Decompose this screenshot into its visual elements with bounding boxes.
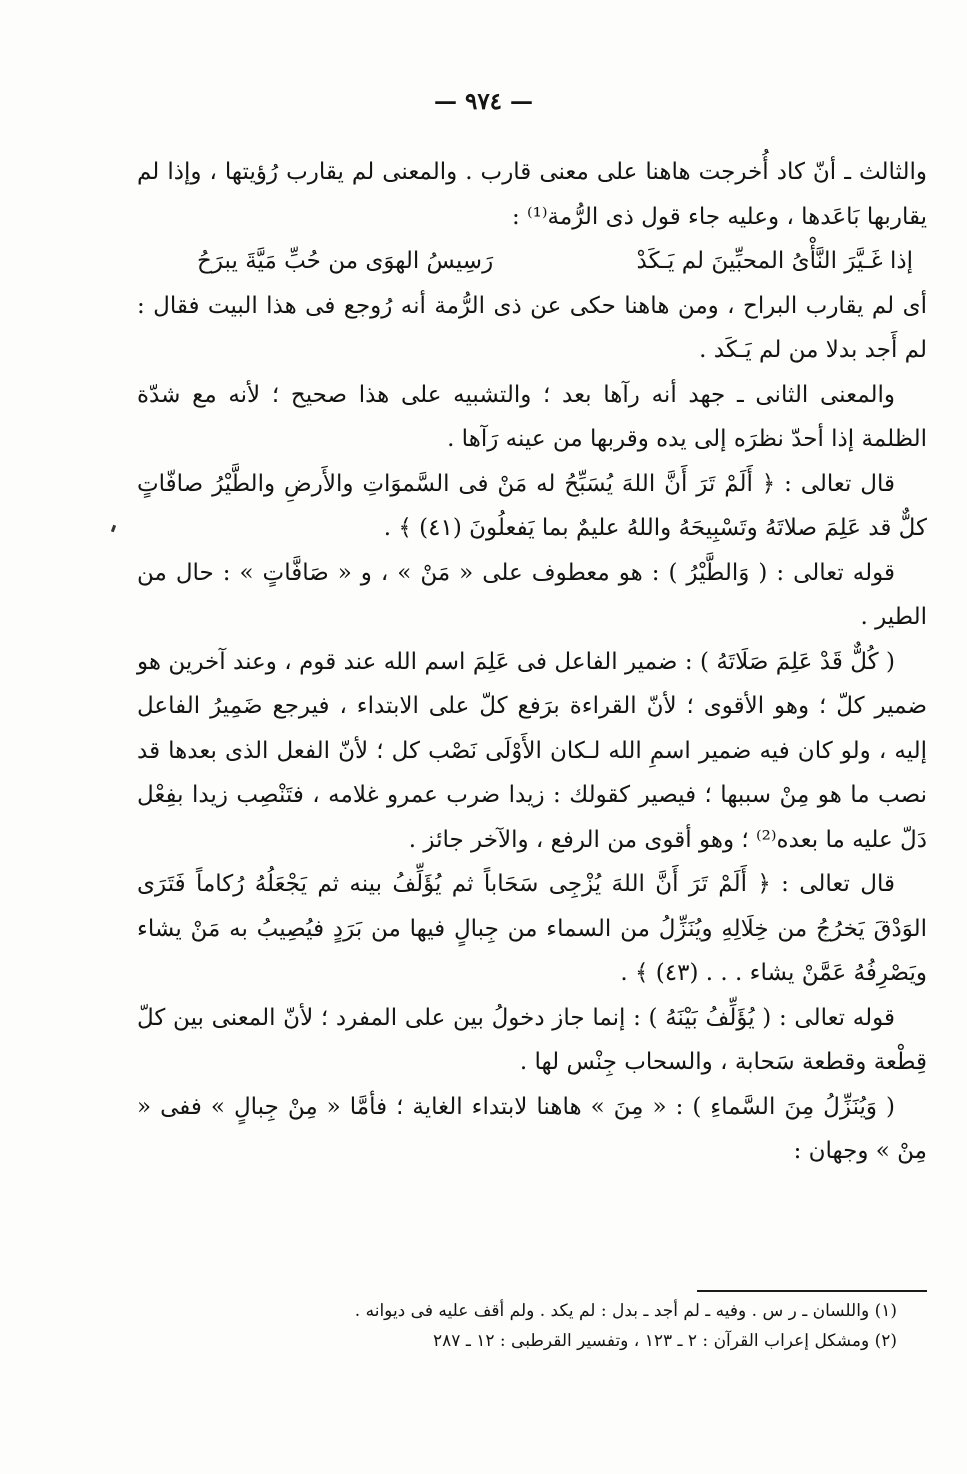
verse-second-hemistich: رَسِيسُ الهوَى من حُبِّ مَيَّةَ يبرَحُ [197, 248, 494, 274]
paragraph-third-meaning: والثالث ـ أنّ كاد أُخرجت هاهنا على معنى قارب . والمعنى لم يقارب رُؤيتها ، وإذا لم يقاربها بَاعَدها ، وعليه جاء قول ذى الرُّمة⁽¹⁾ : [137, 159, 927, 230]
poetry-verse [137, 239, 927, 284]
page-number: — ٩٧٤ — [433, 88, 534, 115]
paragraph-verse-explanation: أى لم يقارب البراح ، ومن هاهنا حكى عن ذى الرُّمة أنه رُوجع فى هذا البيت فقال : لم أَجد بدلا من لم يَـكَد . [137, 292, 927, 363]
body-text [137, 150, 927, 1174]
verse-first-hemistich: إذا غَـيَّرَ النَّأْىُ المحبِّينَ لم يَـكَدْ [636, 248, 913, 274]
paragraph-second-meaning: والمعنى الثانى ـ جهد أنه رآها بعد ؛ والتشبيه على هذا صحيح ؛ لأنه مع شدّة الظلمة إذا أحدّ نظرَه إلى يده وقربها من عينه رَآها . [137, 381, 927, 452]
paragraph-wal-tayr: قوله تعالى : ( وَالطَّيْرُ ) : هو معطوف على « مَنْ » ، و « صَافَّاتٍ » : حال من الطير . [137, 559, 927, 630]
paragraph-kullun-qad-alima: ( كُلٌّ قَدْ عَلِمَ صَلَاتَهُ ) : ضمير الفاعل فى عَلِمَ اسم الله عند قوم ، وعند آخرين هو ضمير كلّ ؛ وهو الأقوى ؛ لأنّ القراءة برَفع كلّ على الابتداء ، فيرجع ضَمِيرُ الفاعل إليه ، ولو كان فيه ضمير اسمِ الله لـكان الأَوْلَى نَصْب كل ؛ لأنّ الفعل الذى بعدها قد نصب ما هو مِنْ سببها ؛ فيصير كقولك : زيدا ضرب عمرو غلامه ، فتَنْصِب زيدا بفِعْل دَلّ عليه ما بعده⁽²⁾ ؛ وهو أقوى من الرفع ، والآخر جائز . [137, 648, 927, 853]
paragraph-verse-41: قال تعالى : ﴿ أَلَمْ تَرَ أَنَّ اللهَ يُسَبِّحُ له مَنْ فى السَّموَاتِ والأَرضِ والطَّيْرُ صافّاتٍ كلٌّ قد عَلِمَ صلاتَهُ وتَسْبِيحَهُ واللهُ عليمٌ بما يَفعلُونَ (٤١) ﴾ . [137, 470, 927, 541]
paragraph-yuallifu-baynahu: قوله تعالى : ( يُؤَلِّفُ بَيْنَهُ ) : إنما جاز دخولُ بين على المفرد ؛ لأنّ المعنى بين كلّ قِطْعة وقطعة سَحابة ، والسحاب جِنْس لها . [137, 1004, 927, 1075]
footnotes [137, 1296, 897, 1356]
footnote-divider [697, 1290, 927, 1292]
footnote-2: (٢) ومشكل إعراب القرآن : ٢ ـ ١٢٣ ، وتفسير القرطبى : ١٢ ـ ٢٨٧ [433, 1331, 897, 1351]
scan-mark [111, 525, 116, 533]
paragraph-verse-43: قال تعالى : ﴿ أَلَمْ تَرَ أَنَّ اللهَ يُزْجِى سَحَاباً ثم يُؤَلِّفُ بينه ثم يَجْعَلُهُ رُكاماً فَتَرَى الوَدْقَ يَخرُجُ من خِلَالِهِ ويُنَزِّلُ من السماء من جِبالٍ فيها من بَرَدٍ فيُصِيبُ به مَنْ يشاء ويَصْرِفُهُ عَمَّنْ يشاء . . . (٤٣) ﴾ . [137, 871, 927, 986]
footnote-1: (١) واللسان ـ ر س . وفيه ـ لم أجد ـ بدل : لم يكد . ولم أقف عليه فى ديوانه . [354, 1301, 897, 1321]
paragraph-wa-yunazzilu: ( وَيُنَزِّلُ مِنَ السَّماءِ ) : « مِنَ » هاهنا لابتداء الغاية ؛ فأمَّا « مِنْ جِبالٍ » ففى « مِنْ » وجهان : [137, 1093, 927, 1164]
